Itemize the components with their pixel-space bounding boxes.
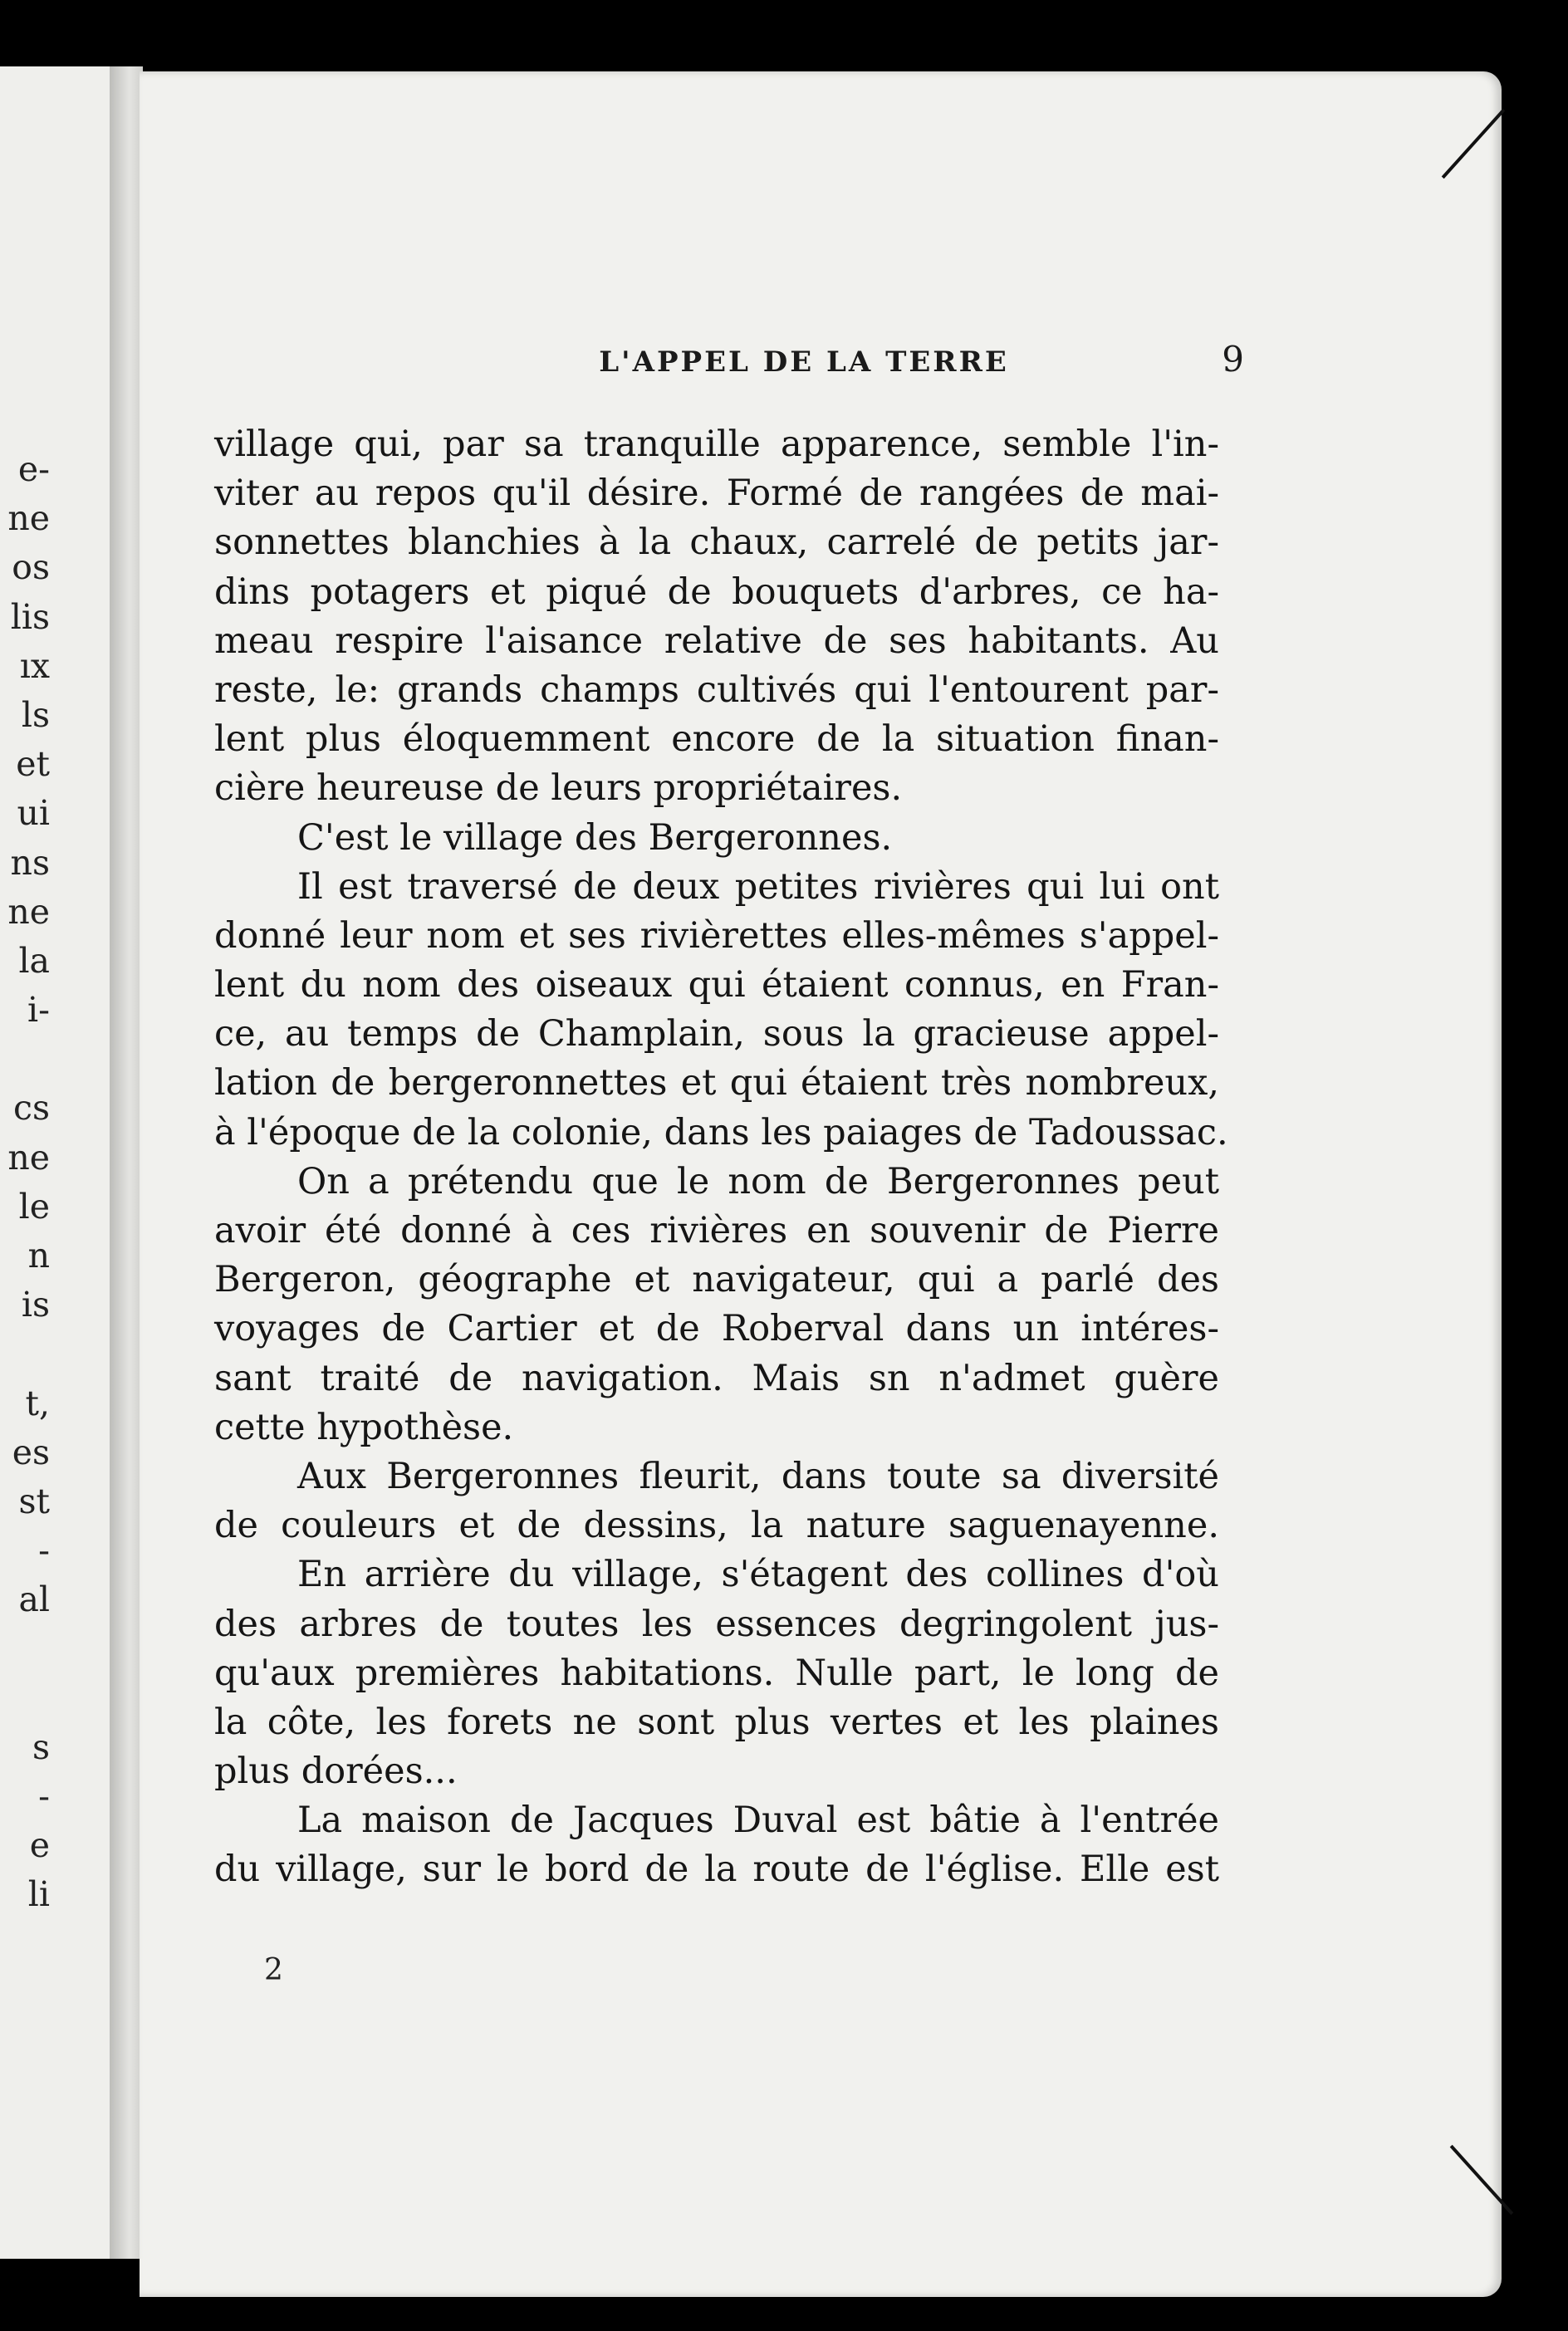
left-fragment: is xyxy=(21,1285,50,1325)
left-fragment: n xyxy=(27,1236,50,1276)
left-fragment: - xyxy=(38,1530,50,1571)
text-line: lent du nom des oiseaux qui étaient connus, en Fran- xyxy=(214,964,1219,1006)
text-line: lent plus éloquemment encore de la situation finan- xyxy=(214,718,1219,761)
signature-mark: 2 xyxy=(264,1953,283,1987)
book-page xyxy=(140,71,1502,2297)
text-line: de couleurs et de dessins, la nature saguenayenne. xyxy=(214,1505,1219,1547)
left-fragment: st xyxy=(18,1481,50,1521)
page-text xyxy=(214,420,1228,1895)
text-line: reste, le: grands champs cultivés qui l'entourent par- xyxy=(214,668,1219,711)
left-fragment: es xyxy=(12,1432,50,1472)
left-fragment xyxy=(0,1625,50,1674)
left-fragment: t, xyxy=(25,1383,50,1423)
text-line: La maison de Jacques Duval est bâtie à l'entrée xyxy=(297,1800,1219,1842)
left-fragment: li xyxy=(27,1874,50,1915)
left-fragment: s xyxy=(32,1726,50,1767)
left-fragment: ui xyxy=(17,793,50,834)
left-fragment: i- xyxy=(27,990,50,1031)
text-line: Bergeron, géographe et navigateur, qui a parlé des xyxy=(214,1259,1219,1301)
left-fragment: ls xyxy=(21,694,50,735)
left-fragment xyxy=(0,1674,50,1723)
text-line: lation de bergeronnettes et qui étaient très nombreux, xyxy=(214,1062,1219,1104)
left-fragment: e xyxy=(29,1825,50,1866)
text-line: la côte, les forets ne sont plus vertes et les plaines xyxy=(214,1701,1219,1743)
text-line: voyages de Cartier et de Roberval dans un intéres- xyxy=(214,1308,1219,1350)
left-fragment: ne xyxy=(7,498,50,539)
left-fragment: lis xyxy=(10,596,50,637)
left-fragment: ne xyxy=(7,1137,50,1178)
text-line: village qui, par sa tranquille apparence, semble l'in- xyxy=(214,424,1219,465)
text-line: du village, sur le bord de la route de l'église. Elle est xyxy=(214,1849,1219,1891)
left-fragment: cs xyxy=(12,1088,50,1129)
left-fragment: la xyxy=(18,940,50,981)
text-line: dins potagers et piqué de bouquets d'arbres, ce ha- xyxy=(214,571,1219,613)
text-line: qu'aux premières habitations. Nulle part, le long de xyxy=(214,1652,1219,1694)
left-fragment: ıx xyxy=(19,645,50,686)
book-gutter xyxy=(110,66,143,2259)
text-line: donné leur nom et ses rivièrettes elles-mêmes s'appel- xyxy=(214,914,1219,957)
left-fragment: et xyxy=(16,744,50,785)
left-fragment: al xyxy=(18,1579,50,1620)
text-line: Il est traversé de deux petites rivières qui lui ont xyxy=(297,865,1219,908)
text-line: Aux Bergeronnes fleurit, dans toute sa diversité xyxy=(297,1455,1219,1497)
text-line: des arbres de toutes les essences degringolent jus- xyxy=(214,1603,1219,1645)
text-line: cette hypothèse. xyxy=(214,1406,514,1448)
left-fragment: e- xyxy=(17,449,50,489)
text-line: ce, au temps de Champlain, sous la gracieuse appel- xyxy=(214,1013,1219,1055)
text-line: sonnettes blanchies à la chaux, carrelé de petits jar- xyxy=(214,522,1219,564)
running-head: L'APPEL DE LA TERRE xyxy=(599,345,1009,379)
left-fragment: - xyxy=(38,1776,50,1817)
text-line: C'est le village des Bergeronnes. xyxy=(297,816,893,859)
text-line: meau respire l'aisance relative de ses habitants. Au xyxy=(214,619,1219,662)
left-fragment xyxy=(0,1330,50,1379)
left-fragment: ne xyxy=(7,891,50,932)
text-line: viter au repos qu'il désire. Formé de rangées de mai- xyxy=(214,473,1219,515)
text-line: avoir été donné à ces rivières en souvenir de Pierre xyxy=(214,1210,1219,1251)
text-line: On a prétendu que le nom de Bergeronnes peut xyxy=(297,1160,1219,1202)
text-line: plus dorées... xyxy=(214,1751,458,1793)
text-line: sant traité de navigation. Mais sn n'admet guère xyxy=(214,1357,1219,1399)
left-fragment: ns xyxy=(10,842,50,883)
text-line: à l'époque de la colonie, dans les paiages de Tadoussac. xyxy=(214,1111,1228,1153)
left-page-text-fragments xyxy=(0,445,50,1920)
text-line: En arrière du village, s'étagent des collines d'où xyxy=(297,1554,1219,1596)
left-fragment xyxy=(0,1035,50,1084)
left-fragment: le xyxy=(18,1186,50,1227)
text-line: cière heureuse de leurs propriétaires. xyxy=(214,767,903,810)
page-number: 9 xyxy=(1222,339,1244,380)
left-fragment: os xyxy=(12,547,50,588)
